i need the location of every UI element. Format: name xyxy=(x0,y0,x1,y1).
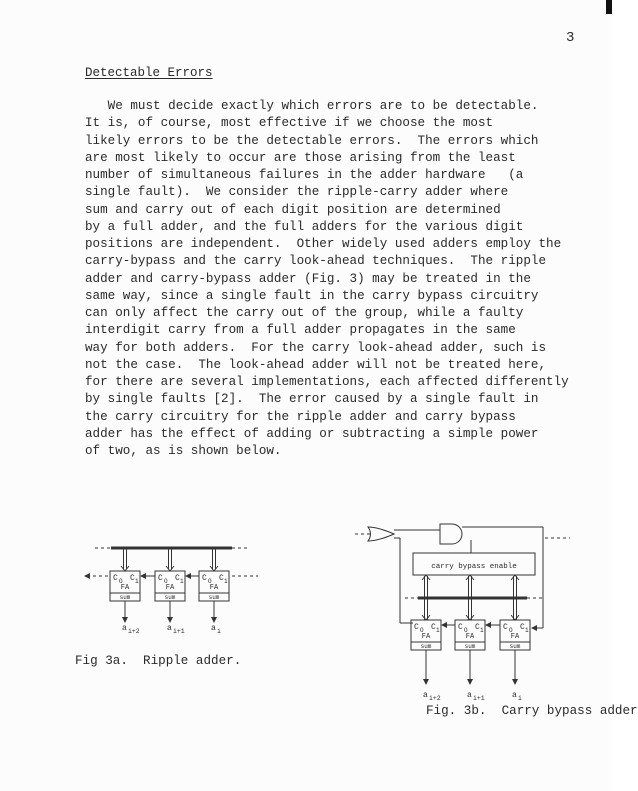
label: O xyxy=(464,627,468,634)
text-line: sum and carry out of each digit position are determined xyxy=(85,202,501,217)
label: C xyxy=(431,623,436,632)
text-line: the carry circuitry for the ripple adder and carry bypass xyxy=(85,409,516,424)
label: O xyxy=(420,627,424,634)
label: sum xyxy=(208,594,220,601)
label: 1 xyxy=(525,627,529,634)
label: O xyxy=(509,627,513,634)
carry-bypass-diagram xyxy=(355,524,570,684)
label: 1 xyxy=(135,578,139,585)
text-line: adder has the effect of adding or subtracting a simple power xyxy=(85,426,539,441)
text-line: We must decide exactly which errors are to be detectable. xyxy=(85,99,539,113)
label: sum xyxy=(464,643,476,650)
text-line: likely errors to be the detectable errors. The errors which xyxy=(85,133,539,148)
label: i xyxy=(217,628,221,635)
label: a xyxy=(512,691,517,700)
label: C xyxy=(130,574,135,583)
label: FA xyxy=(209,584,219,592)
text-line: It is, of course, most effective if we choose the most xyxy=(85,116,494,131)
text-line: not the case. The look-ahead adder will not be treated here, xyxy=(85,357,547,372)
label: C xyxy=(219,574,224,583)
label: i+1 xyxy=(173,628,185,635)
figure-3a-caption: Fig 3a. Ripple adder. xyxy=(75,654,242,668)
label: i+2 xyxy=(429,695,441,702)
label: C xyxy=(113,574,118,583)
label: i xyxy=(518,695,522,702)
label: FA xyxy=(510,633,520,641)
label: FA xyxy=(421,633,431,641)
label: a xyxy=(167,624,172,633)
text-line: way for both adders. For the carry look-ahead adder, such is xyxy=(85,340,547,355)
text-line: can only affect the carry out of the group, while a faulty xyxy=(85,306,524,320)
label: C xyxy=(202,574,207,583)
text-line: interdigit carry from a full adder propagates in the same xyxy=(85,323,516,338)
text-line: number of simultaneous failures in the adder hardware (a xyxy=(85,168,524,182)
label: sum xyxy=(420,643,432,650)
text-line: of two, as is shown below. xyxy=(85,444,282,458)
text-line: single fault). We consider the ripple-carry adder where xyxy=(85,185,509,200)
text-line: are most likely to occur are those arising from the least xyxy=(85,150,516,165)
full-adder-1 xyxy=(141,548,185,622)
text-line: carry-bypass and the carry look-ahead techniques. The ripple xyxy=(85,254,547,269)
label: FA xyxy=(120,584,130,592)
label: O xyxy=(119,578,123,585)
label: sum xyxy=(164,594,176,601)
carry-bypass-enable-label: carry bypass enable xyxy=(431,563,517,571)
label: O xyxy=(208,578,212,585)
section-heading: Detectable Errors xyxy=(85,66,213,80)
page-number: 3 xyxy=(566,30,575,46)
or-gate xyxy=(368,527,394,541)
label: C xyxy=(475,623,480,632)
label: sum xyxy=(509,643,521,650)
text-line: adder and carry-bypass adder (Fig. 3) may be treated in the xyxy=(85,271,531,286)
full-adder-2 xyxy=(186,548,229,622)
figure-3b-caption: Fig. 3b. Carry bypass adder xyxy=(426,704,638,718)
label: a xyxy=(423,691,428,700)
label: 1 xyxy=(224,578,228,585)
text-line: by a full adder, and the full adders for the various digit xyxy=(85,219,524,234)
label: C xyxy=(158,574,163,583)
label: C xyxy=(458,623,463,632)
text-line: positions are independent. Other widely used adders employ the xyxy=(85,237,562,251)
label: i+1 xyxy=(473,695,485,702)
label: 1 xyxy=(436,627,440,634)
label: sum xyxy=(119,594,131,601)
label: FA xyxy=(165,584,175,592)
label: C xyxy=(414,623,419,632)
and-gate xyxy=(440,524,462,544)
label: FA xyxy=(465,633,475,641)
label: C xyxy=(175,574,180,583)
label: a xyxy=(467,691,472,700)
label: C xyxy=(503,623,508,632)
text-line: same way, since a single fault in the carry bypass circuitry xyxy=(85,288,539,303)
text-line: by single faults [2]. The error caused by a single fault in xyxy=(85,392,539,407)
label: a xyxy=(122,624,127,633)
text-line: for there are several implementations, each affected differently xyxy=(85,375,569,389)
label: C xyxy=(520,623,525,632)
label: a xyxy=(211,624,216,633)
label: i+2 xyxy=(128,628,140,635)
label: 1 xyxy=(180,578,184,585)
label: 1 xyxy=(480,627,484,634)
label: O xyxy=(164,578,168,585)
